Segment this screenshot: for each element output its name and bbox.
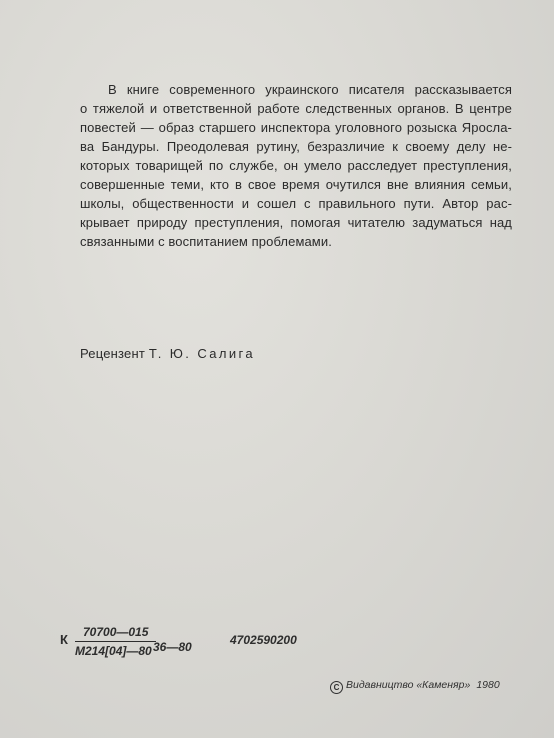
reviewer-label: Рецензент xyxy=(80,346,146,361)
annotation-line: связанными с воспитанием проблемами. xyxy=(80,234,332,249)
copyright-icon: C xyxy=(330,681,343,694)
annotation-line: о тяжелой и ответственной работе следственных органов. В центре xyxy=(80,101,512,116)
annotation-line: совершенные теми, кто в свое время очутился вне влияния семьи, xyxy=(80,177,512,192)
catalog-isbn: 4702590200 xyxy=(230,633,297,647)
catalog-code: 36—80 xyxy=(153,640,192,654)
publisher-name: Видавництво «Каменяр» xyxy=(346,679,471,691)
catalog-numerator: 70700—015 xyxy=(75,625,156,642)
publisher-imprint xyxy=(330,679,500,694)
annotation-line: ва Бандуры. Преодолевая рутину, безразличие к своему делу не- xyxy=(80,139,512,154)
annotation-line: которых товарищей по службе, он умело расследует преступления, xyxy=(80,158,512,173)
annotation-line: школы, общественности и сошел с правильного пути. Автор рас- xyxy=(80,196,512,211)
annotation-line: крывает природу преступления, помогая читателю задуматься над xyxy=(80,215,512,230)
catalog-letter: К xyxy=(60,632,68,647)
reviewer-name: Т. Ю. Салига xyxy=(148,346,256,361)
catalog-fraction xyxy=(75,625,156,658)
annotation-line: В книге современного украинского писателя рассказывается xyxy=(108,82,512,97)
catalog-denominator: М214[04]—80 xyxy=(75,644,152,658)
reviewer-credit xyxy=(80,346,255,361)
publisher-year: 1980 xyxy=(476,679,500,691)
annotation-text xyxy=(80,80,512,251)
annotation-line: повестей — образ старшего инспектора уголовного розыска Яросла- xyxy=(80,120,512,135)
